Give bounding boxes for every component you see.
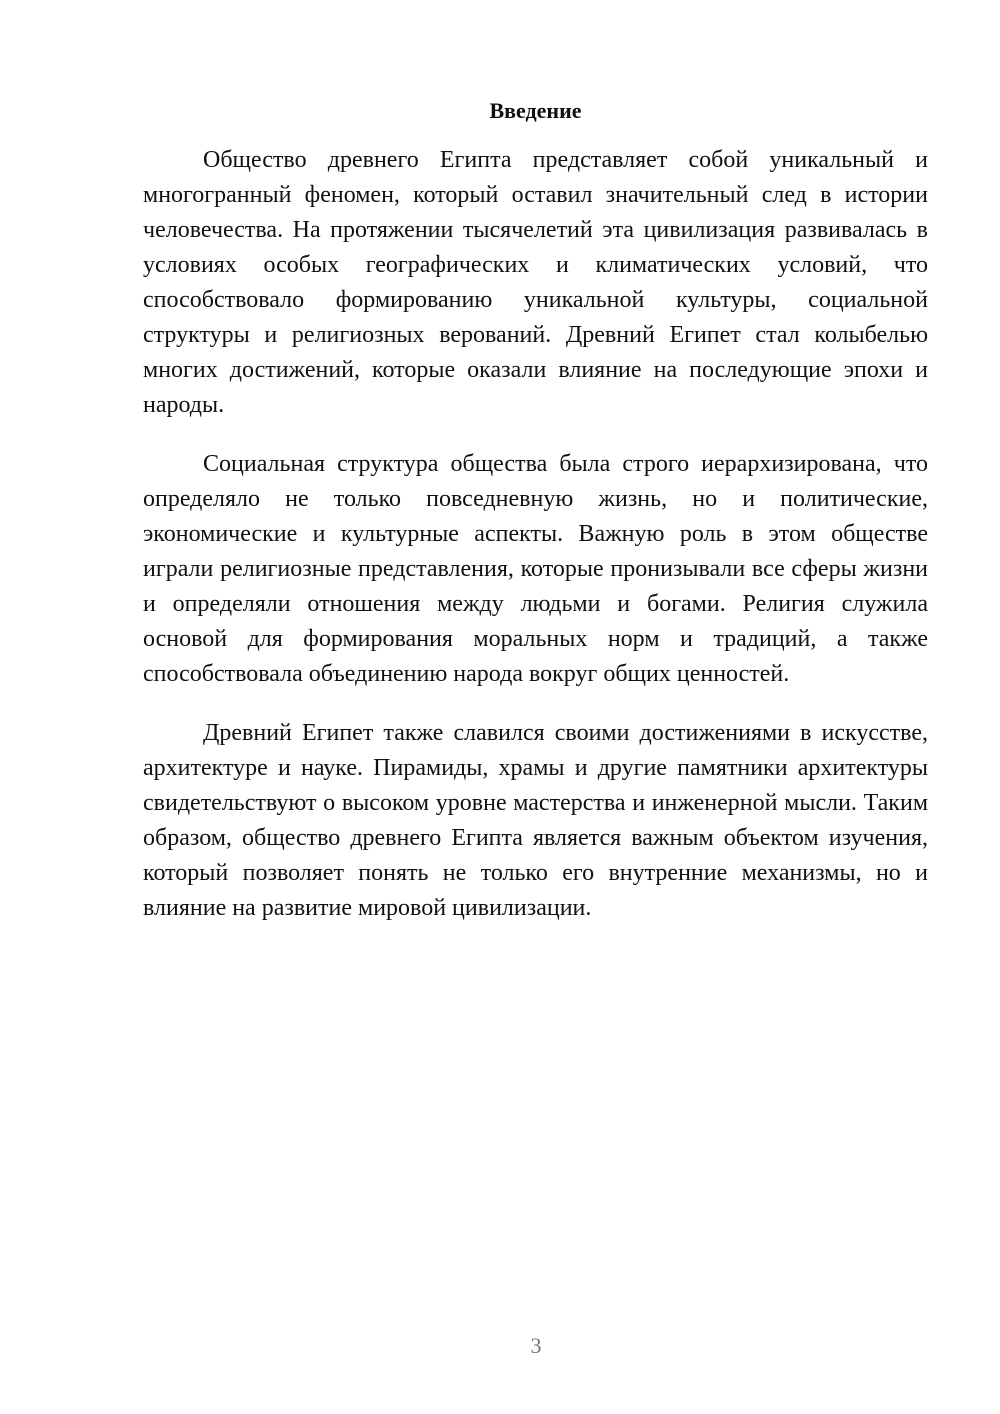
page-number: 3: [530, 1333, 542, 1358]
paragraph-2: Социальная структура общества была строго иерархизирована, что определяло не только повседневную жизнь, но и политические, экономические и культурные аспекты. Важную роль в этом обществе играли религиозные представления, которые пронизывали все сферы жизни и определяли отношения между людьми и богами. Религия служила основой для формирования моральных норм и традиций, а также способствовала объединению народа вокруг общих ценностей.: [143, 451, 928, 687]
paragraph-1: Общество древнего Египта представляет собой уникальный и многогранный феномен, который оставил значительный след в истории человечества. На протяжении тысячелетий эта цивилизация развивалась в условиях особых географических и климатических условий, что способствовало формированию уникальной культуры, социальной структуры и религиозных верований. Древний Египет стал колыбелью многих достижений, которые оказали влияние на последующие эпохи и народы.: [143, 147, 928, 418]
body-text: [143, 143, 928, 950]
paragraph-3: Древний Египет также славился своими достижениями в искусстве, архитектуре и науке. Пирамиды, храмы и другие памятники архитектуры свидетельствуют о высоком уровне мастерства и инженерной мысли. Таким образом, общество древнего Египта является важным объектом изучения, который позволяет понять не только его внутренние механизмы, но и влияние на развитие мировой цивилизации.: [143, 720, 928, 921]
section-heading: Введение: [489, 98, 582, 123]
